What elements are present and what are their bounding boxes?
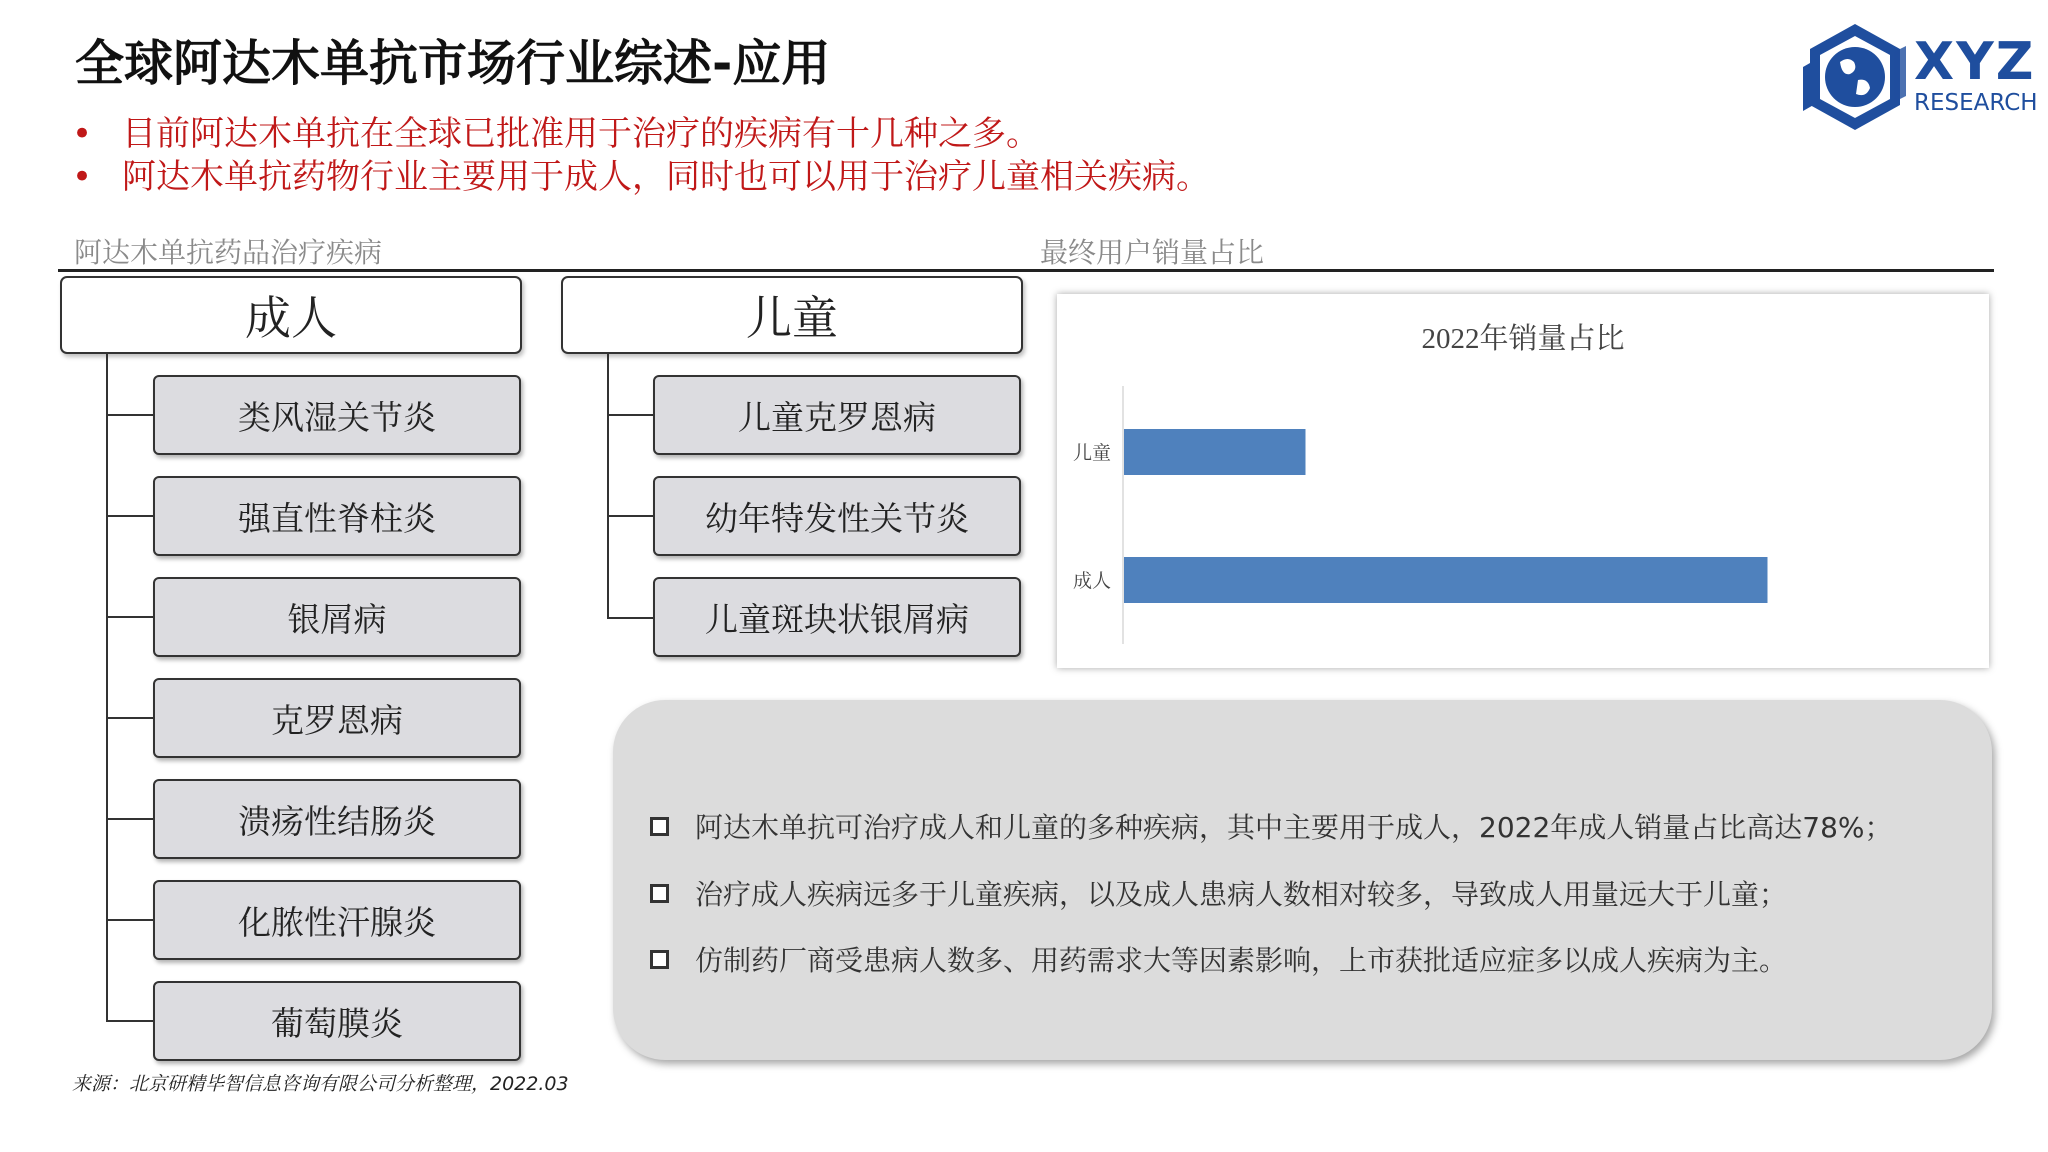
- chart-title: 2022年销量占比: [1421, 323, 1625, 355]
- category-label-0: 儿童: [1072, 442, 1111, 464]
- bullet-marker: •: [72, 114, 93, 154]
- intro-bullet-text: 阿达木单抗药物行业主要用于成人，同时也可以用于治疗儿童相关疾病。: [122, 157, 1210, 197]
- checkbox-square-icon: [650, 950, 669, 969]
- adult-tree-branch: [106, 616, 153, 618]
- child-tree-branch: [607, 515, 653, 517]
- intro-bullet-2: [72, 149, 1210, 198]
- adult-tree-branch: [106, 414, 153, 416]
- adult-disease-item: 类风湿关节炎: [153, 375, 521, 455]
- adult-tree-branch: [106, 515, 153, 517]
- child-disease-item: 儿童克罗恩病: [653, 375, 1021, 455]
- summary-text: 阿达木单抗可治疗成人和儿童的多种疾病，其中主要用于成人，2022年成人销量占比高达78%；: [695, 811, 1893, 844]
- adult-disease-item: 克罗恩病: [153, 678, 521, 758]
- chart-plot: [1057, 294, 1989, 668]
- child-tree-connector: [607, 354, 609, 618]
- adult-disease-item: 溃疡性结肠炎: [153, 779, 521, 859]
- bullet-marker: •: [72, 157, 93, 197]
- child-tree-header: 儿童: [561, 276, 1023, 354]
- adult-disease-item: 银屑病: [153, 577, 521, 657]
- adult-tree-branch: [106, 717, 153, 719]
- intro-bullet-text: 目前阿达木单抗在全球已批准用于治疗的疾病有十几种之多。: [122, 114, 1040, 154]
- child-disease-item: 儿童斑块状银屑病: [653, 577, 1021, 657]
- child-tree-branch: [607, 617, 653, 619]
- child-tree-branch: [607, 414, 653, 416]
- summary-item-3: [650, 939, 1787, 979]
- sales-share-chart: [1057, 294, 1989, 668]
- checkbox-square-icon: [650, 817, 669, 836]
- category-label-1: 成人: [1072, 570, 1111, 592]
- checkbox-square-icon: [650, 884, 669, 903]
- summary-item-1: [650, 806, 1893, 846]
- adult-disease-item: 葡萄膜炎: [153, 981, 521, 1061]
- adult-tree-branch: [106, 1020, 153, 1022]
- summary-text: 仿制药厂商受患病人数多、用药需求大等因素影响，上市获批适应症多以成人疾病为主。: [695, 944, 1788, 977]
- page-title: 全球阿达木单抗市场行业综述-应用: [75, 35, 831, 92]
- bar-1: [1124, 557, 1768, 603]
- summary-text: 治疗成人疾病远多于儿童疾病，以及成人患病人数相对较多，导致成人用量远大于儿童；: [695, 878, 1788, 911]
- logo-name: XYZ: [1914, 32, 2036, 92]
- adult-disease-item: 强直性脊柱炎: [153, 476, 521, 556]
- left-section-label: 阿达木单抗药品治疗疾病: [74, 236, 383, 269]
- intro-bullet-1: [72, 106, 1040, 155]
- section-divider: [58, 269, 1994, 272]
- summary-item-2: [650, 873, 1787, 913]
- child-disease-item: 幼年特发性关节炎: [653, 476, 1021, 556]
- source-note: 来源：北京研精毕智信息咨询有限公司分析整理，2022.03: [72, 1073, 569, 1095]
- adult-tree-header: 成人: [60, 276, 522, 354]
- bar-0: [1124, 429, 1306, 475]
- adult-tree-branch: [106, 818, 153, 820]
- adult-tree-branch: [106, 919, 153, 921]
- adult-disease-item: 化脓性汗腺炎: [153, 880, 521, 960]
- right-section-label: 最终用户销量占比: [1040, 236, 1265, 269]
- logo-subtitle: RESEARCH: [1914, 90, 2038, 116]
